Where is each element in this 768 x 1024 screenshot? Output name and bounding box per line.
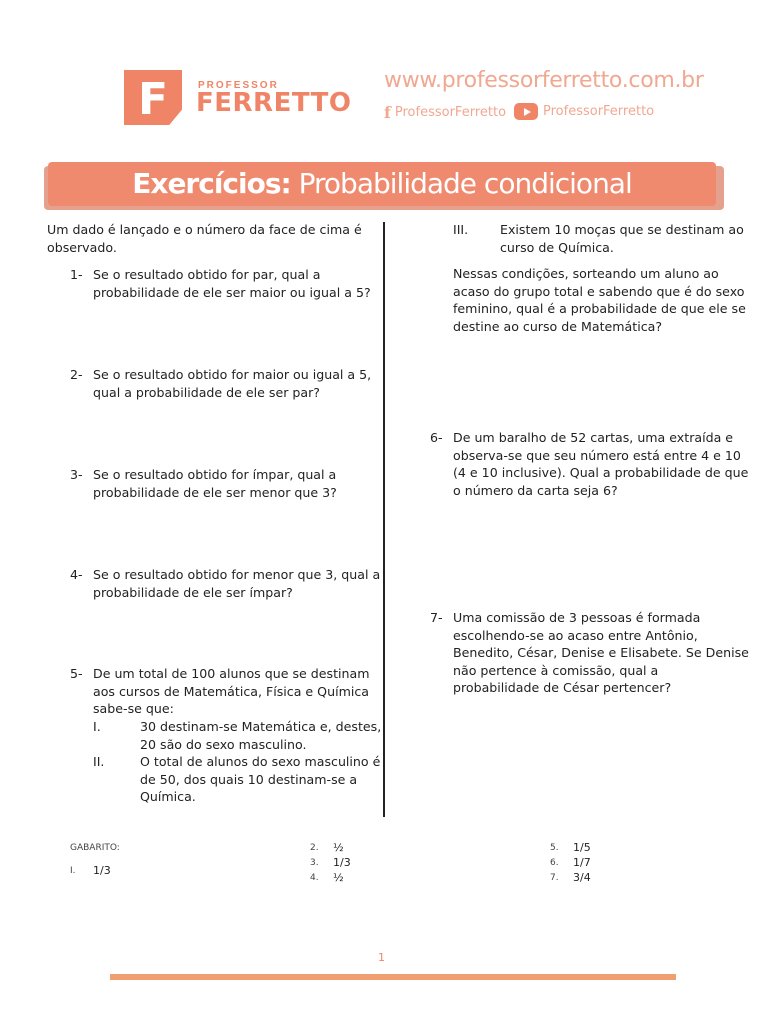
q7-number: 7-: [430, 610, 443, 625]
q4-text: Se o resultado obtido for menor que 3, qual a probabilidade de ele ser ímpar?: [93, 567, 381, 600]
q3-number: 3-: [70, 467, 83, 482]
gabarito-label: GABARITO:: [70, 843, 120, 853]
answer-7-value: 3/4: [573, 871, 591, 884]
q7-text: Uma comissão de 3 pessoas é formada escolhendo-se ao acaso entre Antônio, Benedito, César, Denise e Elisabete. Se Denise não pertence à comissão, qual a probabilidade de César pertencer?: [453, 610, 749, 696]
q6-text: De um baralho de 52 cartas, uma extraída e observa-se que seu número está entre 4 e 10 (4 e 10 inclusive). Qual a probabilidade de que o número da carta seja 6?: [453, 430, 749, 498]
answer-4-num: 4.: [310, 873, 319, 883]
answer-3-num: 3.: [310, 858, 319, 868]
answer-6-num: 6.: [550, 858, 559, 868]
footer-bar: [110, 974, 676, 980]
intro-text: Um dado é lançado e o número da face de cima é observado.: [47, 222, 362, 255]
q5-number: 5-: [70, 666, 83, 681]
q6-number: 6-: [430, 430, 443, 445]
answer-3-value: 1/3: [333, 856, 351, 869]
facebook-link[interactable]: [384, 103, 506, 122]
q5-item-i-roman: I.: [93, 719, 101, 734]
q3-text: Se o resultado obtido for ímpar, qual a probabilidade de ele ser menor que 3?: [93, 467, 337, 500]
q5-item-i-text: 30 destinam-se Matemática e, destes, 20 são do sexo masculino.: [140, 719, 382, 752]
answer-5-value: 1/5: [573, 841, 591, 854]
youtube-link[interactable]: [514, 103, 654, 120]
q1-number: 1-: [70, 267, 83, 282]
q5-item-iii-roman: III.: [453, 222, 469, 237]
answer-1-num: I.: [70, 866, 76, 876]
brand-name: FERRETTO: [196, 88, 352, 118]
answer-7-num: 7.: [550, 873, 559, 883]
q5-item-ii-text: O total de alunos do sexo masculino é de 50, dos quais 10 destinam-se a Química.: [140, 754, 381, 805]
q1-text: Se o resultado obtido for par, qual a probabilidade de ele ser maior ou igual a 5?: [93, 267, 371, 300]
answer-2-num: 2.: [310, 843, 319, 853]
title-bold: Exercícios:: [132, 167, 291, 200]
answer-5-num: 5.: [550, 843, 559, 853]
q2-text: Se o resultado obtido for maior ou igual a 5, qual a probabilidade de ele ser par?: [93, 367, 372, 400]
q5-item-iii-text: Existem 10 moças que se destinam ao curso de Química.: [500, 222, 744, 255]
page-number: 1: [378, 951, 385, 964]
logo-letter: F: [137, 74, 169, 125]
website-link[interactable]: www.professorferretto.com.br: [384, 68, 704, 93]
q5-question: Nessas condições, sorteando um aluno ao acaso do grupo total e sabendo que é do sexo feminino, qual é a probabilidade de que ele se destine ao curso de Matemática?: [453, 266, 746, 334]
answer-2-value: ½: [333, 841, 344, 854]
title-rest: Probabilidade condicional: [298, 167, 632, 200]
title-banner: [48, 162, 716, 206]
facebook-handle: ProfessorFerretto: [394, 105, 507, 120]
answer-6-value: 1/7: [573, 856, 591, 869]
answer-4-value: ½: [333, 871, 344, 884]
q5-text: De um total de 100 alunos que se destinam aos cursos de Matemática, Física e Química sabe-se que:: [93, 666, 370, 717]
youtube-handle: ProfessorFerretto: [543, 104, 655, 119]
brand-professor: PROFESSOR: [198, 80, 279, 91]
q2-number: 2-: [70, 367, 83, 382]
q5-item-ii-roman: II.: [93, 754, 105, 769]
column-divider: [383, 222, 385, 817]
answer-1-value: 1/3: [93, 864, 111, 877]
q4-number: 4-: [70, 567, 83, 582]
youtube-icon: [514, 103, 538, 120]
facebook-icon: f: [384, 103, 391, 122]
